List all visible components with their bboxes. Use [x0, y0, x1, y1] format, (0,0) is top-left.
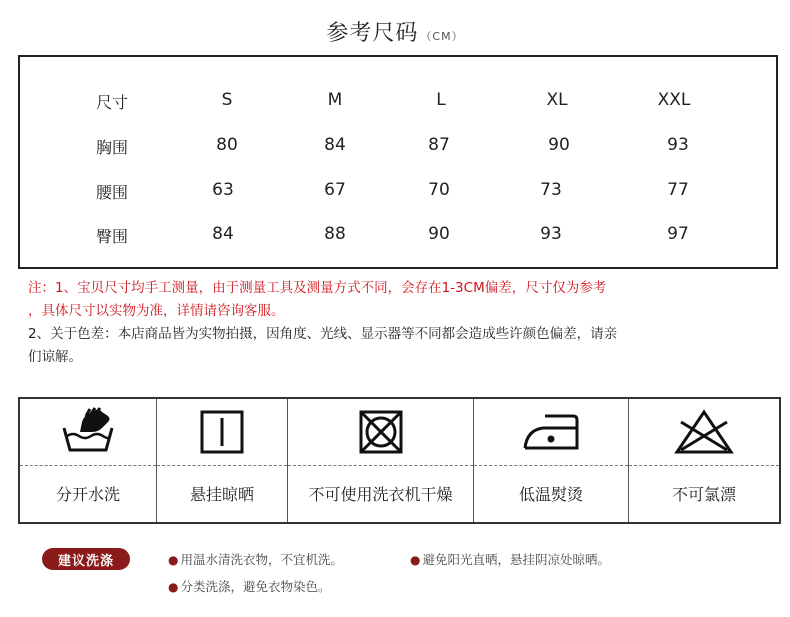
care-label: 不可使用洗衣机干燥: [308, 485, 453, 504]
care-label: 低温熨烫: [518, 485, 583, 504]
bullet-dot-icon: ●: [168, 553, 179, 567]
header-xl: XL: [546, 90, 568, 110]
header-l: L: [436, 90, 446, 110]
cell-value: 63: [212, 180, 234, 200]
wash-tip-item: [168, 550, 343, 568]
cell-value: 93: [540, 224, 562, 244]
size-row-hip: [20, 224, 776, 248]
title-main: 参考尺码: [326, 21, 419, 46]
note-2-line-2: 们谅解。: [28, 349, 82, 365]
cell-value: 88: [324, 224, 346, 244]
cell-value: 97: [667, 224, 689, 244]
tip-text: 用温水清洗衣物，不宜机洗。: [180, 552, 343, 567]
care-cell-hang-dry: [157, 399, 288, 522]
cell-value: 73: [540, 180, 562, 200]
cell-value: 90: [548, 135, 570, 155]
care-instructions-table: [18, 397, 781, 524]
bullet-dot-icon: ●: [168, 580, 179, 594]
header-m: M: [327, 90, 343, 110]
cell-value: 84: [324, 135, 346, 155]
size-row-waist: [20, 180, 776, 204]
tip-text: 分类洗涤，避免衣物染色。: [180, 579, 331, 594]
header-size-label: 尺寸: [95, 93, 129, 112]
cell-value: 93: [667, 135, 689, 155]
size-table: [18, 55, 778, 269]
size-header-row: [20, 90, 776, 114]
cell-value: 77: [667, 180, 689, 200]
hand-wash-icon: [20, 399, 156, 465]
row-label: 臀围: [95, 227, 129, 246]
note-2-line-1: 2、关于色差：本店商品皆为实物拍摄，因角度、光线、显示器等不同都会造成些许颜色偏差，请亲: [28, 326, 618, 342]
cell-value: 90: [428, 224, 450, 244]
cell-value: 67: [324, 180, 346, 200]
wash-tip-item: [168, 577, 331, 595]
title-unit: （CM）: [420, 30, 464, 43]
care-label: 悬挂晾晒: [189, 485, 254, 504]
care-label: 分开水洗: [55, 485, 120, 504]
cell-value: 87: [428, 135, 450, 155]
size-row-chest: [20, 135, 776, 159]
care-cell-hand-wash: [20, 399, 157, 522]
no-bleach-icon: [629, 399, 779, 465]
iron-low-icon: [474, 399, 628, 465]
care-cell-iron-low: [474, 399, 629, 522]
header-xxl: XXL: [657, 90, 691, 110]
cell-value: 84: [212, 224, 234, 244]
cell-value: 80: [216, 135, 238, 155]
header-s: S: [221, 90, 233, 110]
size-notes: [28, 277, 768, 369]
care-label: 不可氯漂: [671, 485, 736, 504]
bullet-dot-icon: ●: [410, 553, 421, 567]
wash-advice-badge: 建议洗涤: [42, 548, 130, 570]
care-cell-no-tumble-dry: [288, 399, 474, 522]
tip-text: 避免阳光直晒，悬挂阴凉处晾晒。: [422, 552, 610, 567]
note-1-line-1: 注：1、宝贝尺寸均手工测量，由于测量工具及测量方式不同，会存在1-3CM偏差，尺寸仅为参考: [28, 280, 607, 296]
hang-dry-icon: [157, 399, 287, 465]
row-label: 胸围: [95, 138, 129, 157]
wash-tip-item: [410, 550, 610, 568]
note-1-line-2: ，具体尺寸以实物为准，详情请咨询客服。: [28, 303, 285, 319]
page-title: [0, 16, 790, 47]
no-tumble-dry-icon: [288, 399, 473, 465]
row-label: 腰围: [95, 183, 129, 202]
cell-value: 70: [428, 180, 450, 200]
care-cell-no-bleach: [629, 399, 779, 522]
